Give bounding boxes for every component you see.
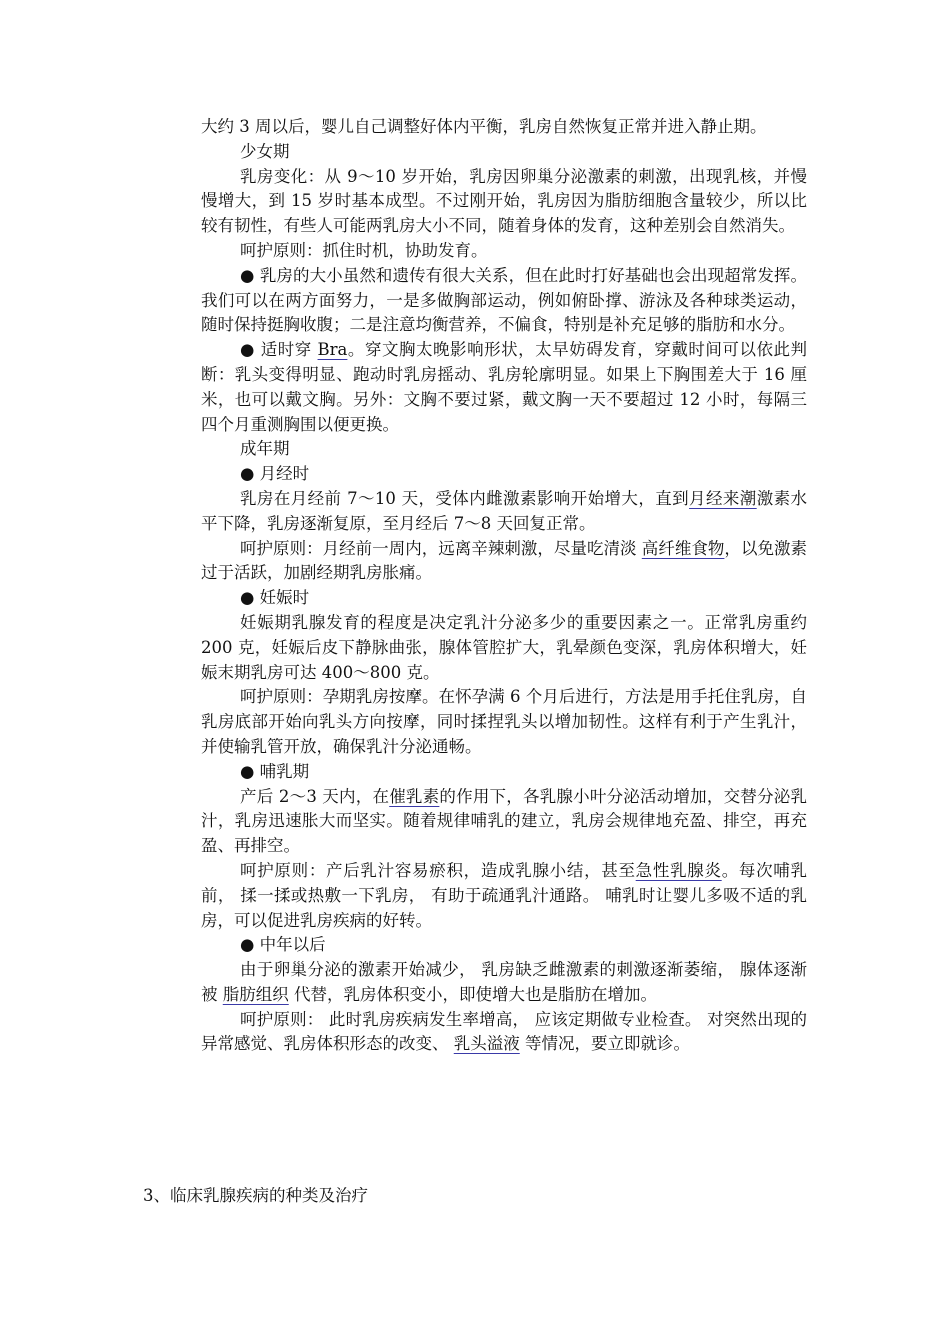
- lactation-text-post: 的作用下，各乳腺小叶分泌活动增加，交替分泌乳汁，乳房迅速胀大而坚实。随着规律哺乳的建立，乳房会规律地充盈、排空，再充盈、再排空。: [201, 786, 808, 856]
- girl-change-paragraph: 乳房变化：从 9～10 岁开始，乳房因卵巢分泌激素的刺激，出现乳核，并慢慢增大，到 15 岁时基本成型。不过刚开始，乳房因为脂肪细胞含量较少，所以比较有韧性，有些人可能两乳房大小不同，随着身体的发育，这种差别会自然消失。: [201, 166, 807, 236]
- adipose-tissue-link[interactable]: 脂肪组织: [222, 984, 289, 1004]
- adult-heading: 成年期: [240, 439, 290, 459]
- lactation-paragraph: [201, 785, 807, 859]
- midlife-care-post: 等情况，要立即就诊。: [519, 1034, 690, 1054]
- midlife-title: [201, 933, 807, 958]
- midlife-text-pre: 由于卵巢分泌的激素开始减少， 乳房缺乏雌激素的刺激逐渐萎缩， 腺体逐渐被: [201, 960, 807, 1004]
- midlife-title-text: 中年以后: [259, 935, 326, 955]
- bullet-icon: ●: [240, 761, 255, 781]
- girl-bullet-2-post: 。穿文胸太晚影响形状，太早妨碍发育，穿戴时间可以依此判断：乳头变得明显、跑动时乳房摇动、乳房轮廓明显。如果上下胸围差大于 16 厘米，也可以戴文胸。另外：文胸不要过紧，戴文胸一天不要超过 12 小时，每隔三四个月重测胸围以便更换。: [201, 340, 808, 434]
- girl-bullet-1: [201, 264, 807, 338]
- menstrual-text-post: 激素水平下降，乳房逐渐复原，至月经后 7～8 天回复正常。: [201, 488, 808, 533]
- acute-mastitis-link[interactable]: 急性乳腺炎: [635, 860, 722, 880]
- nipple-discharge-link[interactable]: 乳头溢液: [453, 1034, 520, 1054]
- menstrual-care-paragraph: [201, 537, 807, 587]
- midlife-text-post: 代替，乳房体积变小，即使增大也是脂肪在增加。: [288, 984, 657, 1004]
- midlife-paragraph: [201, 958, 807, 1008]
- menstrual-title-text: 月经时: [259, 464, 310, 484]
- menstrual-title: [201, 462, 807, 487]
- lactation-title-text: 哺乳期: [259, 761, 310, 781]
- midlife-care-pre: 呵护原则： 此时乳房疾病发生率增高， 应该定期做专业检查。 对突然出现的异常感觉、乳房体积形态的改变、: [201, 1009, 807, 1054]
- high-fiber-food-link[interactable]: 高纤维食物: [641, 538, 725, 558]
- pregnancy-title: [201, 586, 807, 611]
- menstrual-care-post: ，以免激素过于活跃，加剧经期乳房胀痛。: [201, 538, 808, 583]
- girl-heading: 少女期: [240, 141, 290, 161]
- menstruation-link[interactable]: 月经来潮: [689, 488, 757, 508]
- bullet-icon: ●: [240, 588, 255, 608]
- bullet-icon: ●: [240, 265, 255, 285]
- intro-paragraph: 大约 3 周以后，婴儿自己调整好体内平衡，乳房自然恢复正常并进入静止期。: [201, 117, 767, 136]
- midlife-care-paragraph: [201, 1008, 807, 1058]
- bra-link[interactable]: Bra: [317, 340, 348, 360]
- girl-bullet-2-pre: 适时穿: [260, 340, 318, 360]
- pregnancy-title-text: 妊娠时: [259, 588, 310, 608]
- body-text: [201, 115, 807, 1057]
- girl-bullet-2: [201, 338, 807, 437]
- bullet-icon: ●: [240, 340, 255, 360]
- lactation-text-pre: 产后 2～3 天内，在: [240, 786, 390, 806]
- pregnancy-paragraph: 妊娠期乳腺发育的程度是决定乳汁分泌多少的重要因素之一。正常乳房重约 200 克，妊娠后皮下静脉曲张，腺体管腔扩大，乳晕颜色变深，乳房体积增大，妊娠末期乳房可达 400～800 克。: [201, 612, 807, 682]
- prolactin-link[interactable]: 催乳素: [389, 786, 440, 806]
- lactation-care-pre: 呵护原则：产后乳汁容易瘀积，造成乳腺小结，甚至: [240, 860, 636, 880]
- lactation-title: [201, 760, 807, 785]
- menstrual-care-pre: 呵护原则：月经前一周内，远离辛辣刺激，尽量吃清淡: [240, 538, 642, 558]
- section-3-heading: 3、临床乳腺疾病的种类及治疗: [143, 1186, 368, 1205]
- bullet-icon: ●: [240, 464, 255, 484]
- girl-care-paragraph: 呵护原则：抓住时机，协助发育。: [240, 240, 488, 260]
- lactation-care-paragraph: [201, 859, 807, 933]
- menstrual-text-pre: 乳房在月经前 7～10 天，受体内雌激素影响开始增大，直到: [240, 488, 690, 508]
- pregnancy-care-paragraph: 呵护原则：孕期乳房按摩。在怀孕满 6 个月后进行，方法是用手托住乳房，自乳房底部开始向乳头方向按摩，同时揉捏乳头以增加韧性。这样有利于产生乳汁，并使输乳管开放，确保乳汁分泌通畅。: [201, 687, 807, 756]
- girl-bullet-1-text: 乳房的大小虽然和遗传有很大关系，但在此时打好基础也会出现超常发挥。我们可以在两方面努力，一是多做胸部运动，例如俯卧撑、游泳及各种球类运动，随时保持挺胸收腹；二是注意均衡营养，不偏食，特别是补充足够的脂肪和水分。: [201, 265, 808, 335]
- lactation-care-post: 。每次哺乳前， 揉一揉或热敷一下乳房， 有助于疏通乳汁通路。 哺乳时让婴儿多吸不适的乳房，可以促进乳房疾病的好转。: [201, 860, 807, 930]
- menstrual-paragraph: [201, 487, 807, 537]
- bullet-icon: ●: [240, 935, 255, 955]
